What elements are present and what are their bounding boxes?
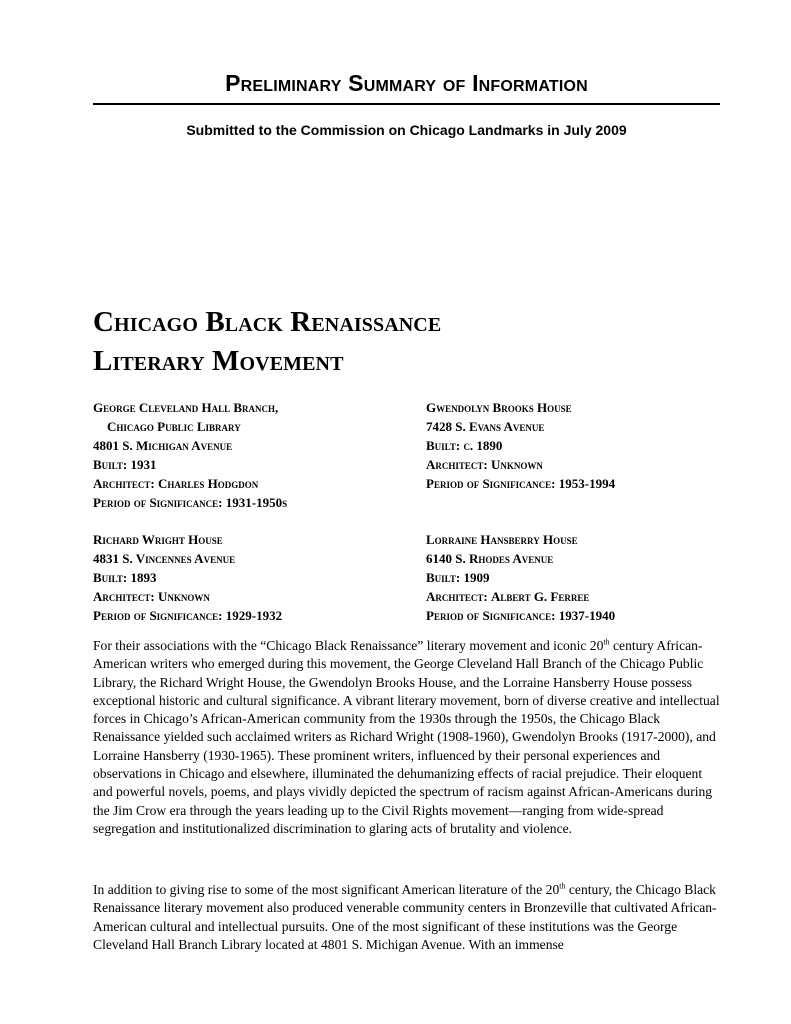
ordinal-suffix: th [603, 637, 610, 647]
paragraph-text: In addition to giving rise to some of the most significant American literature of the 20 [93, 882, 560, 897]
document-title: Preliminary Summary of Information [225, 70, 588, 96]
site-richard-wright-house [93, 530, 282, 625]
built-value: 1909 [463, 570, 490, 585]
period-value: 1953-1994 [558, 476, 616, 491]
landmark-title [93, 303, 713, 381]
site-built [426, 436, 615, 455]
site-gwendolyn-brooks-house [426, 398, 615, 493]
period-value: 1937-1940 [558, 608, 616, 623]
site-name: Gwendolyn Brooks House [426, 400, 572, 415]
site-name: Richard Wright House [93, 532, 223, 547]
built-value: 1893 [130, 570, 157, 585]
architect-value: Unknown [490, 457, 543, 472]
site-period [426, 606, 615, 625]
site-address: 4801 S. Michigan Avenue [93, 438, 233, 453]
period-label: Period of Significance: [93, 608, 223, 623]
period-label: Period of Significance: [426, 608, 556, 623]
site-address: 4831 S. Vincennes Avenue [93, 551, 236, 566]
period-label: Period of Significance: [426, 476, 556, 491]
architect-label: Architect: [93, 476, 155, 491]
paragraph-text: century, the Chicago Black Renaissance literary movement also produced venerable community centers in Bronzeville that cultivated African-American cultural and intellectual pursuits. One of the most significant of these institutions was the George Cleveland Hall Branch Library located at 4801 S. Michigan Avenue. With an immense [93, 882, 717, 952]
architect-label: Architect: [426, 457, 488, 472]
document-subtitle: Submitted to the Commission on Chicago Landmarks in July 2009 [186, 122, 627, 138]
period-value: 1929-1932 [225, 608, 283, 623]
site-built [93, 568, 282, 587]
site-period [93, 493, 287, 512]
site-architect [93, 474, 287, 493]
body-paragraph-2 [93, 881, 723, 954]
built-value: 1931 [130, 457, 157, 472]
built-value: c. 1890 [463, 438, 503, 453]
site-address: 6140 S. Rhodes Avenue [426, 551, 554, 566]
landmark-title-line-1: Chicago Black Renaissance [93, 306, 442, 338]
site-lorraine-hansberry-house [426, 530, 615, 625]
architect-label: Architect: [426, 589, 488, 604]
built-label: Built: [93, 457, 128, 472]
built-label: Built: [93, 570, 128, 585]
site-architect [93, 587, 282, 606]
built-label: Built: [426, 438, 461, 453]
built-label: Built: [426, 570, 461, 585]
paragraph-text: century African-American writers who emerged during this movement, the George Cleveland Hall Branch of the Chicago Public Library, the Richard Wright House, the Gwendolyn Brooks House, and the Lorraine Hansberry House possess exceptional historic and cultural significance. A vibrant literary movement, born of diverse creative and intellectual forces in Chicago’s African-American community from the 1930s through the 1950s, the Chicago Black Renaissance yielded such acclaimed writers as Richard Wright (1908-1960), Gwendolyn Brooks (1917-2000), and Lorraine Hansberry (1930-1965). These prominent writers, influenced by their personal experiences and observations in Chicago and elsewhere, illuminated the dehumanizing effects of racial prejudice. Their eloquent and powerful novels, poems, and plays vividly depicted the spectrum of racism against African-Americans during the Jim Crow era through the years leading up to the Civil Rights movement—ranging from wide-spread segregation and institutionalized discrimination to glaring acts of brutality and violence. [93, 638, 720, 836]
architect-label: Architect: [93, 589, 155, 604]
architect-value: Charles Hodgdon [157, 476, 259, 491]
site-hall-branch-library [93, 398, 287, 512]
site-name: George Cleveland Hall Branch, [93, 400, 279, 415]
title-divider [93, 103, 720, 105]
body-paragraph-1 [93, 637, 723, 838]
period-value: 1931-1950s [225, 495, 288, 510]
architect-value: Albert G. Ferree [490, 589, 590, 604]
landmark-title-line-2: Literary Movement [93, 345, 344, 377]
site-built [426, 568, 615, 587]
site-architect [426, 455, 615, 474]
period-label: Period of Significance: [93, 495, 223, 510]
site-period [426, 474, 615, 493]
paragraph-text: For their associations with the “Chicago Black Renaissance” literary movement and iconic 20 [93, 638, 604, 653]
ordinal-suffix: th [559, 881, 566, 891]
architect-value: Unknown [157, 589, 210, 604]
site-name: Lorraine Hansberry House [426, 532, 578, 547]
site-address: 7428 S. Evans Avenue [426, 419, 545, 434]
site-built [93, 455, 287, 474]
site-period [93, 606, 282, 625]
site-architect [426, 587, 615, 606]
site-name-continued: Chicago Public Library [107, 419, 241, 434]
